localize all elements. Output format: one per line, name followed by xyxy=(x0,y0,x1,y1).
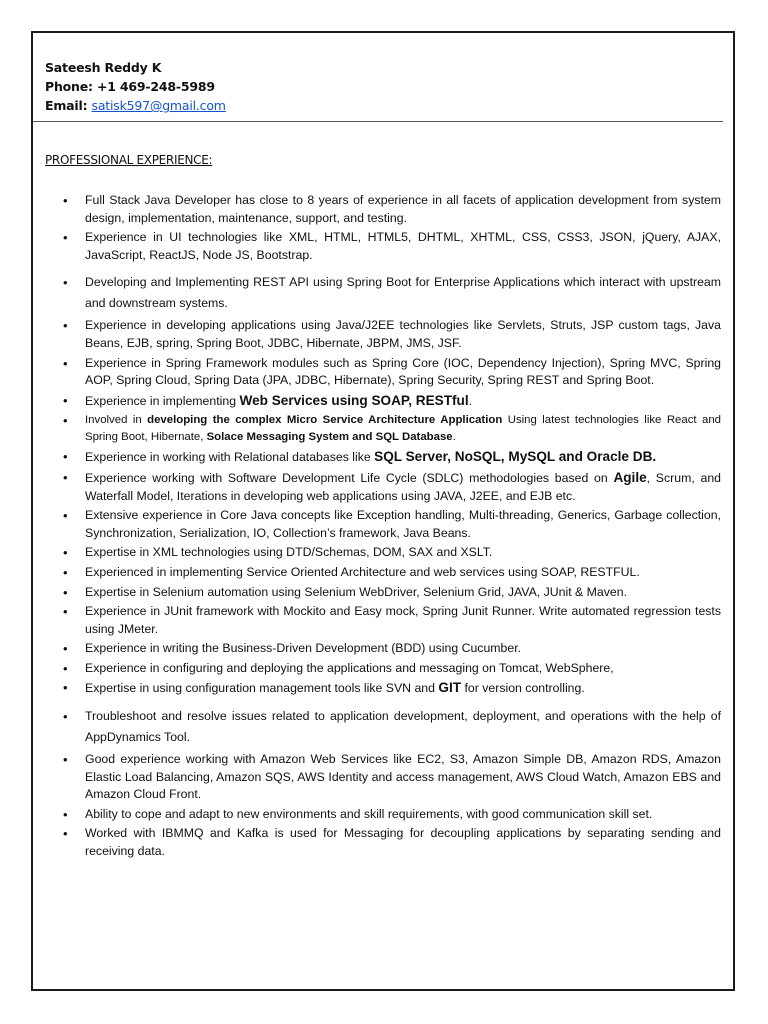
list-item: • Worked with IBMMQ and Kafka is used for Messaging for decoupling applications by separating sending and receiving data. xyxy=(85,825,721,860)
list-item: • Experience in writing the Business-Driven Development (BDD) using Cucumber. xyxy=(85,640,721,658)
list-item: • Good experience working with Amazon Web Services like EC2, S3, Amazon Simple DB, Amazon RDS, Amazon Elastic Load Balancing, Amazon SQS, AWS Identity and access management, AWS Cloud Watch, Amazon EBS and Amazon Cloud Front. xyxy=(85,751,721,804)
list-item: • Developing and Implementing REST API using Spring Boot for Enterprise Applications which interact with upstream and downstream systems. xyxy=(85,272,721,314)
email-link[interactable]: satisk597@gmail.com xyxy=(91,98,226,113)
list-item: • Ability to cope and adapt to new environments and skill requirements, with good communication skill set. xyxy=(85,806,721,824)
list-item: • Experience in JUnit framework with Mockito and Easy mock, Spring Junit Runner. Write automated regression tests using JMeter. xyxy=(85,603,721,638)
list-item: • Involved in developing the complex Micro Service Architecture Application Using latest technologies like React and Spring Boot, Hibernate, Solace Messaging System and SQL Database. xyxy=(85,412,721,446)
phone-number: +1 469-248-5989 xyxy=(96,79,215,94)
experience-list xyxy=(85,192,721,863)
list-item: • Experience in working with Relational databases like SQL Server, NoSQL, MySQL and Oracle DB. xyxy=(85,448,721,467)
list-item: • Experience in implementing Web Services using SOAP, RESTful. xyxy=(85,392,721,411)
candidate-name: Sateesh Reddy K xyxy=(45,60,162,75)
list-item: • Extensive experience in Core Java concepts like Exception handling, Multi-threading, Generics, Garbage collection, Synchronization, Serialization, IO, Collection’s framework, Java Beans. xyxy=(85,507,721,542)
list-item: • Full Stack Java Developer has close to 8 years of experience in all facets of application development from system design, implementation, maintenance, support, and testing. xyxy=(85,192,721,227)
phone-label: Phone: xyxy=(45,79,93,94)
email-label: Email: xyxy=(45,98,88,113)
email-line xyxy=(45,96,226,115)
list-item: • Expertise in Selenium automation using Selenium WebDriver, Selenium Grid, JAVA, JUnit & Maven. xyxy=(85,584,721,602)
list-item: • Experience in UI technologies like XML, HTML, HTML5, DHTML, XHTML, CSS, CSS3, JSON, jQuery, AJAX, JavaScript, ReactJS, Node JS, Bootstrap. xyxy=(85,229,721,264)
list-item: • Experienced in implementing Service Oriented Architecture and web services using SOAP, RESTFUL. xyxy=(85,564,721,582)
list-item: • Experience in developing applications using Java/J2EE technologies like Servlets, Struts, JSP custom tags, Java Beans, EJB, spring, Spring Boot, JDBC, Hibernate, JBPM, JMS, JSF. xyxy=(85,317,721,352)
section-title: PROFESSIONAL EXPERIENCE: xyxy=(45,153,213,167)
list-item: • Expertise in using configuration management tools like SVN and GIT for version controlling. xyxy=(85,679,721,698)
list-item: • Experience working with Software Development Life Cycle (SDLC) methodologies based on Agile, Scrum, and Waterfall Model, Iterations in developing web applications using JAVA, J2EE, and EJB etc. xyxy=(85,469,721,505)
list-item: • Experience in configuring and deploying the applications and messaging on Tomcat, WebSphere, xyxy=(85,660,721,678)
list-item: • Expertise in XML technologies using DTD/Schemas, DOM, SAX and XSLT. xyxy=(85,544,721,562)
header-divider xyxy=(33,121,723,122)
list-item: • Experience in Spring Framework modules such as Spring Core (IOC, Dependency Injection), Spring MVC, Spring AOP, Spring Cloud, Spring Data (JPA, JDBC, Hibernate), Spring Security, Spring REST and Spring Boot. xyxy=(85,355,721,390)
phone-line xyxy=(45,77,226,96)
list-item: • Troubleshoot and resolve issues related to application development, deployment, and operations with the help of AppDynamics Tool. xyxy=(85,706,721,748)
contact-header xyxy=(45,58,226,115)
